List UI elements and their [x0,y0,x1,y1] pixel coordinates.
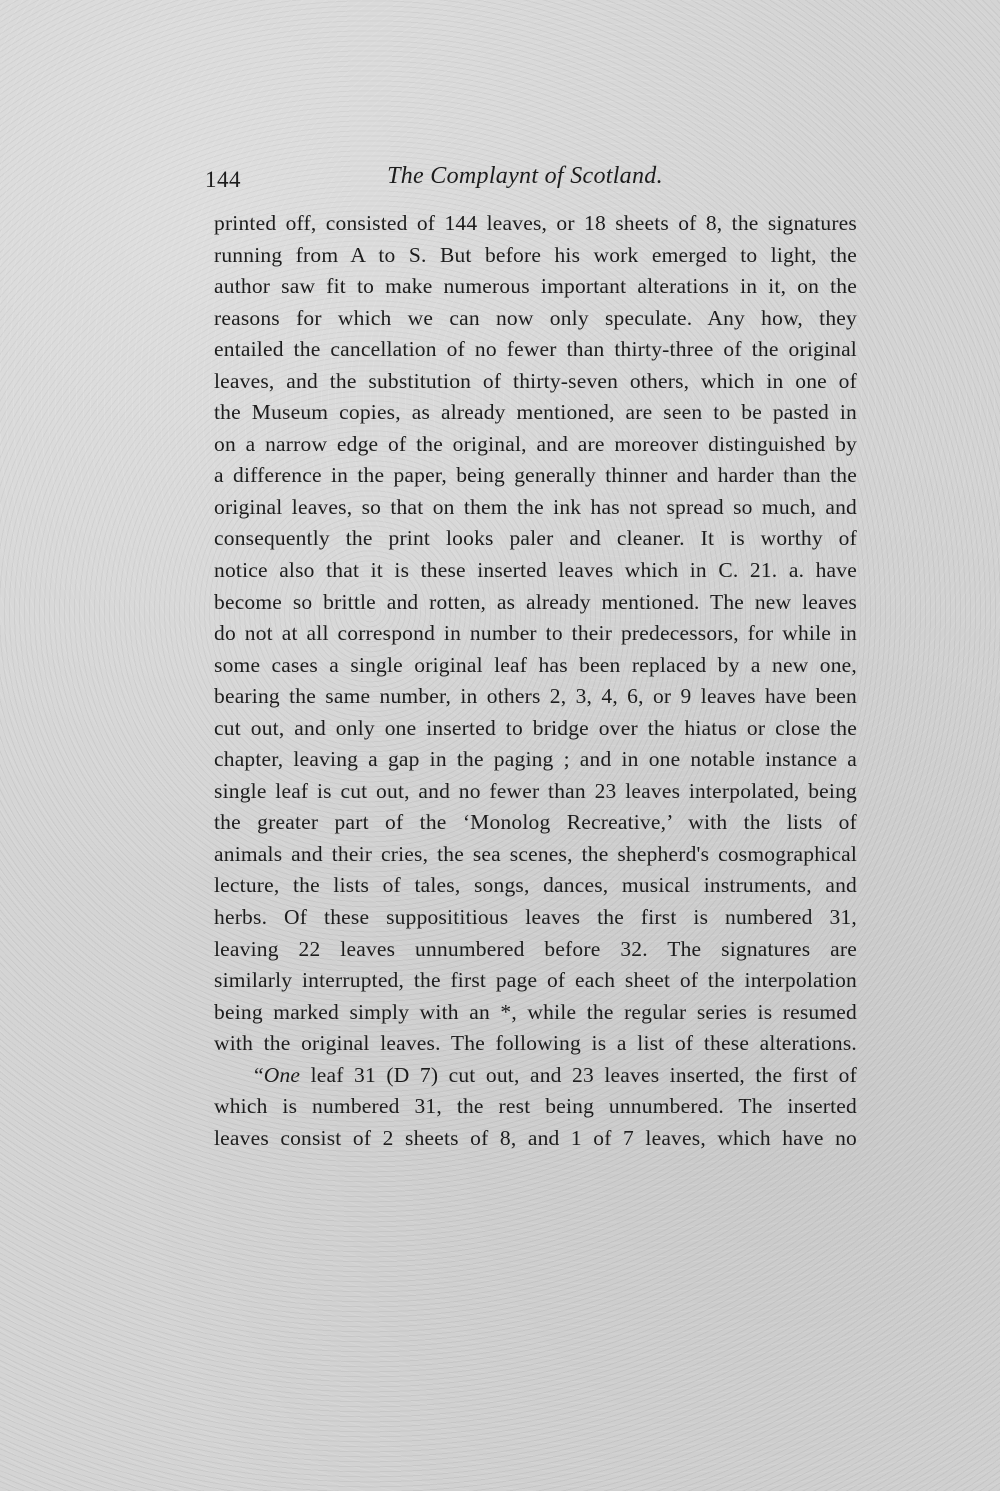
text-line: leaves, and the substitution of thirty-seven others, which in one of [214,368,857,393]
text-line: consequently the print looks paler and cleaner. It is worthy of [214,526,857,551]
text-line: lecture, the lists of tales, songs, dances, musical instruments, and [214,873,857,898]
text-line: reasons for which we can now only speculate. Any how, they [214,305,857,330]
text-line: which is numbered 31, the rest being unnumbered. The inserted [214,1094,857,1119]
text-line: do not at all correspond in number to their predecessors, for while in [214,621,857,646]
text-line: leaves consist of 2 sheets of 8, and 1 of 7 leaves, which have no [214,1125,857,1150]
text-line: entailed the cancellation of no fewer than thirty-three of the original [214,337,857,362]
text-line: leaving 22 leaves unnumbered before 32. The signatures are [214,936,857,961]
text-line: bearing the same number, in others 2, 3, 4, 6, or 9 leaves have been [214,684,857,709]
text-line: original leaves, so that on them the ink has not spread so much, and [214,494,857,519]
text-line: author saw fit to make numerous important alterations in it, on the [214,274,857,299]
page-number: 144 [205,167,241,192]
text-line: the greater part of the ‘Monolog Recreative,’ with the lists of [214,810,857,835]
text-line: chapter, leaving a gap in the paging ; and in one notable instance a [214,747,857,772]
quote-first-line-text: leaf 31 (D 7) cut out, and 23 leaves inserted, the first of [300,1062,857,1087]
text-line: some cases a single original leaf has been replaced by a new one, [214,652,857,677]
text-line: single leaf is cut out, and no fewer than 23 leaves interpolated, being [214,778,857,803]
text-line: similarly interrupted, the first page of each sheet of the interpolation [214,968,857,993]
text-line: cut out, and only one inserted to bridge over the hiatus or close the [214,715,857,740]
text-line: a difference in the paper, being generally thinner and harder than the [214,463,857,488]
text-line: notice also that it is these inserted leaves which in C. 21. a. have [214,558,857,583]
text-line: printed off, consisted of 144 leaves, or 18 sheets of 8, the signatures [214,211,857,235]
text-line: animals and their cries, the sea scenes, the shepherd's cosmographical [214,841,857,866]
text-line: the Museum copies, as already mentioned, are seen to be pasted in [214,400,857,425]
text-line: with the original leaves. The following is a list of these alterations. [214,1031,857,1056]
running-head [205,163,845,203]
running-title: The Complaynt of Scotland. [387,163,663,189]
body-text [214,208,857,1154]
quote-first-line [214,1060,857,1092]
open-quote-mark: “ [254,1062,264,1087]
text-line: running from A to S. But before his work emerged to light, the [214,242,857,267]
text-line: become so brittle and rotten, as already mentioned. The new leaves [214,589,857,614]
quote-italic-word: One [263,1062,301,1087]
text-line: on a narrow edge of the original, and are moreover distinguished by [214,431,857,456]
text-line: herbs. Of these supposititious leaves the first is numbered 31, [214,905,857,930]
text-line: being marked simply with an *, while the regular series is resumed [214,999,857,1024]
